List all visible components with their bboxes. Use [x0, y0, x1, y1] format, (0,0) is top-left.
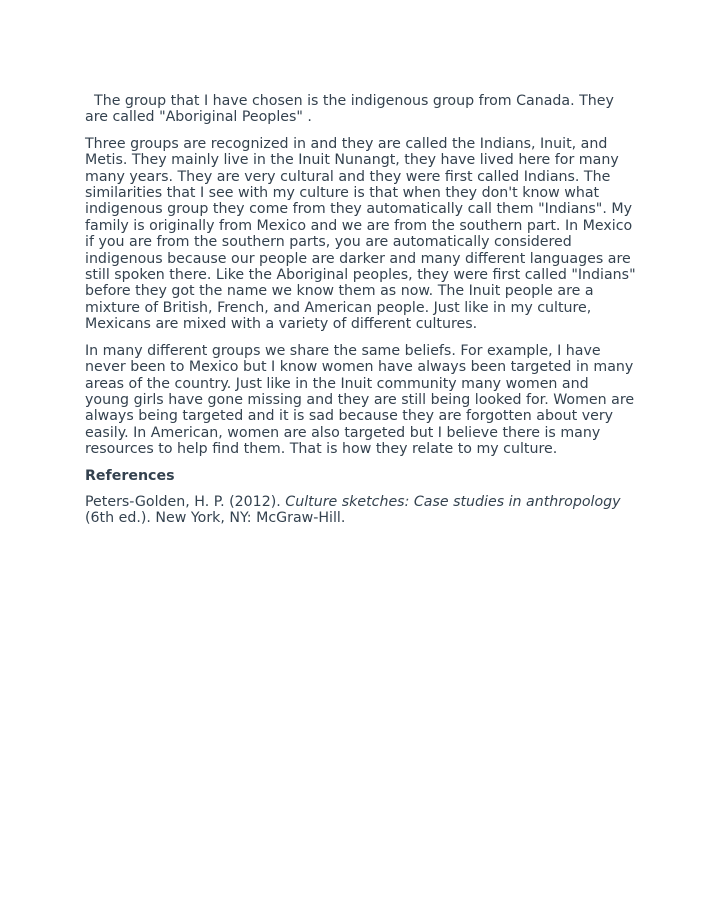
paragraph-shared-beliefs: In many different groups we share the same beliefs. For example, I have never been to Mexico but I know women have always been targeted in many areas of the country. Just like in the Inuit community many women and young girls have gone missing and they are still being looked for. Women are always being targeted and it is sad because they are forgotten about very easily. In American, women are also targeted but I believe there is many resources to help find them. That is how they relate to my culture.: [85, 342, 639, 458]
document-body: [85, 93, 641, 537]
reference-entry: [85, 494, 637, 527]
reference-publication: (6th ed.). New York, NY: McGraw-Hill.: [85, 493, 626, 527]
paragraph-intro: The group that I have chosen is the indigenous group from Canada. They are called "Aboriginal Peoples" .: [85, 93, 619, 126]
reference-title: Culture sketches: Case studies in anthropology: [285, 493, 621, 510]
references-heading: References: [85, 467, 175, 484]
paragraph-three-groups: Three groups are recognized in and they are called the Indians, Inuit, and Metis. They mainly live in the Inuit Nunangt, they have lived here for many many years. They are very cultural and they were first called Indians. The similarities that I see with my culture is that when they don't know what indigenous group they come from they automatically call them "Indians". My family is originally from Mexico and we are from the southern part. In Mexico if you are from the southern parts, you are automatically considered indigenous because our people are darker and many different languages are still spoken there. Like the Aboriginal peoples, they were first called "Indians" before they got the name we know them as now. The Inuit people are a mixture of British, French, and American people. Just like in my culture, Mexicans are mixed with a variety of different cultures.: [85, 135, 641, 333]
reference-authors-year: Peters-Golden, H. P. (2012).: [85, 493, 286, 510]
